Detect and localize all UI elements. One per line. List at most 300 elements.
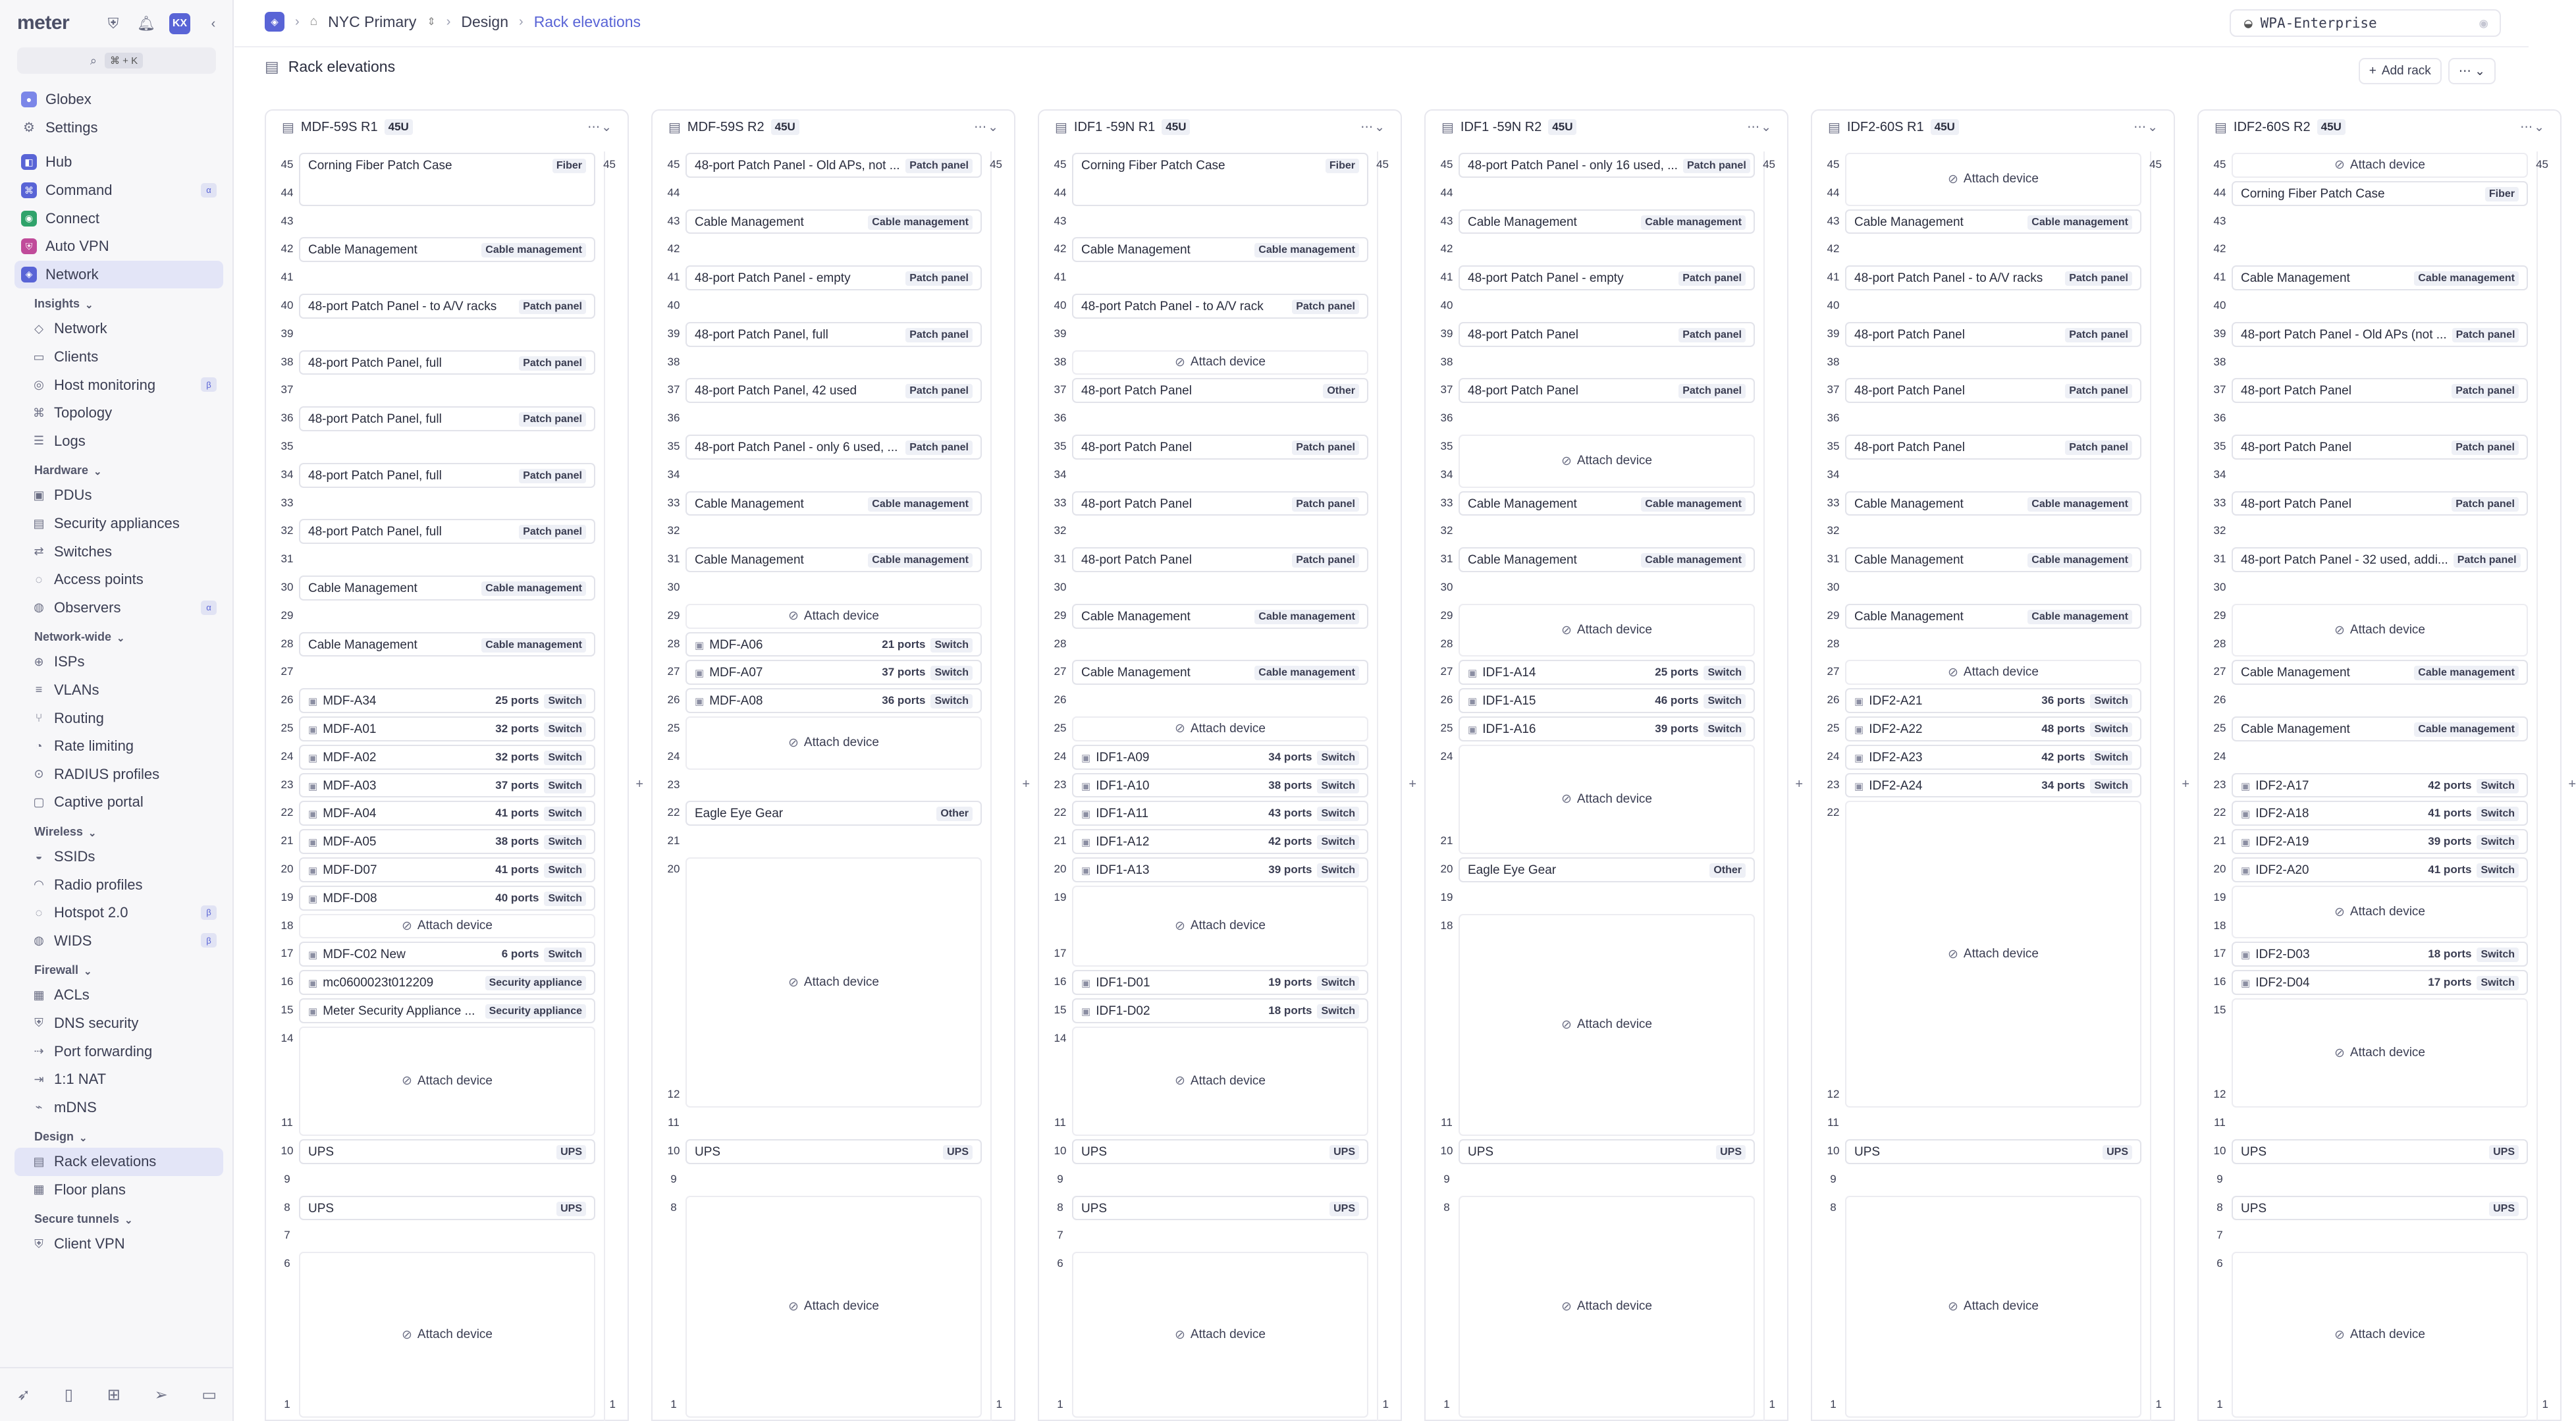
rack-device[interactable]	[2232, 970, 2528, 995]
rack-device[interactable]	[299, 688, 595, 713]
attach-device-slot[interactable]	[685, 604, 982, 629]
rack-mdf-59s-r2	[651, 109, 1030, 1421]
rack-unit-number: 15	[281, 1004, 294, 1016]
device-name: mc0600023t012209	[323, 976, 434, 990]
attach-device-slot[interactable]	[685, 1196, 982, 1418]
nav-settings[interactable]	[14, 114, 223, 142]
breadcrumb-network[interactable]: NYC Primary	[328, 13, 417, 30]
attach-device-slot[interactable]	[1072, 1252, 1368, 1418]
attach-device-slot[interactable]	[1845, 660, 2141, 685]
rack-device[interactable]	[1072, 237, 1368, 262]
rack-unit-number: 18	[2213, 919, 2226, 932]
rack-device[interactable]	[1072, 1196, 1368, 1221]
nav-item-label: Routing	[54, 709, 104, 726]
rack-unit-number: 11	[668, 1116, 680, 1129]
nav-item-hotspot-2-0[interactable]	[14, 899, 223, 927]
device-name: Cable Management	[1081, 243, 1191, 257]
rack-unit-number: 20	[2213, 863, 2226, 875]
rack-device[interactable]	[1072, 547, 1368, 572]
device-ports: 19 ports	[1268, 976, 1312, 989]
paperclip-icon: ⊘	[1175, 919, 1185, 933]
nav-item-access-points[interactable]	[14, 566, 223, 594]
rack-unit-number: 27	[1054, 665, 1067, 678]
rack-device[interactable]	[1459, 378, 1755, 403]
rocket-icon[interactable]: ➶	[16, 1385, 30, 1404]
nav-item-radius-profiles[interactable]	[14, 760, 223, 788]
chevron-down-icon: ⌄	[85, 300, 94, 311]
nav-item-vlans[interactable]	[14, 676, 223, 705]
device-name: Corning Fiber Patch Case	[1081, 159, 1225, 173]
rack-device[interactable]	[1459, 716, 1755, 741]
rack-device[interactable]	[1072, 773, 1368, 798]
device-name: UPS	[1081, 1201, 1108, 1216]
rack-device[interactable]	[1072, 801, 1368, 826]
rack-device[interactable]	[1072, 745, 1368, 770]
add-slot-icon[interactable]: +	[2568, 776, 2576, 791]
rack-unit-number: 19	[2213, 890, 2226, 903]
device-name: 48-port Patch Panel	[1081, 553, 1192, 568]
rack-device[interactable]	[1072, 829, 1368, 854]
network-app-icon[interactable]: ◈	[265, 12, 284, 32]
attach-device-slot[interactable]	[299, 1027, 595, 1136]
rack-menu-icon[interactable]: ⋯⌄	[974, 121, 1000, 134]
attach-device-slot[interactable]	[1072, 1027, 1368, 1136]
device-icon: ▣	[308, 978, 318, 990]
device-name: Cable Management	[1081, 609, 1191, 624]
attach-device-slot[interactable]	[1845, 1196, 2141, 1418]
rack-device[interactable]	[1459, 491, 1755, 516]
shield-icon[interactable]: ⛨	[107, 15, 119, 32]
section-network-wide[interactable]	[14, 622, 223, 648]
rack-device[interactable]	[1845, 322, 2141, 347]
attach-device-slot[interactable]	[1459, 914, 1755, 1136]
breadcrumb-design[interactable]: Design	[461, 13, 509, 30]
attach-device-slot[interactable]	[2232, 998, 2528, 1108]
rack-header[interactable]	[651, 109, 1015, 145]
rack-device[interactable]	[685, 435, 982, 460]
rack-unit-number: 36	[1827, 412, 1840, 425]
rack-device[interactable]	[1072, 435, 1368, 460]
rack-device[interactable]	[1072, 491, 1368, 516]
attach-device-slot[interactable]	[1845, 801, 2141, 1108]
rack-device[interactable]	[1845, 435, 2141, 460]
rack-device[interactable]	[1459, 857, 1755, 882]
nav-item-label: Rate limiting	[54, 737, 134, 755]
org-selector[interactable]	[14, 86, 223, 114]
rack-device[interactable]	[1459, 209, 1755, 234]
rack-unit-number: 30	[2213, 581, 2226, 593]
rack-unit-number: 40	[281, 299, 294, 311]
rack-unit-number: 29	[281, 608, 294, 622]
rack-device[interactable]	[299, 970, 595, 995]
nav-item-floor-plans[interactable]	[14, 1176, 223, 1204]
device-type-tag: Cable management	[868, 497, 973, 512]
attach-device-slot[interactable]	[299, 914, 595, 939]
section-firewall[interactable]	[14, 955, 223, 981]
paperclip-icon: ⊘	[1948, 1299, 1958, 1314]
send-icon[interactable]: ➢	[154, 1385, 168, 1404]
rack-device[interactable]	[1845, 265, 2141, 290]
section-secure-tunnels[interactable]	[14, 1204, 223, 1230]
ssid-selector[interactable]	[2230, 9, 2501, 37]
rack-device[interactable]	[2232, 265, 2528, 290]
rack-device[interactable]	[1072, 604, 1368, 629]
rack-device[interactable]	[2232, 829, 2528, 854]
nav-app-connect[interactable]	[14, 204, 223, 232]
rack-unit-number: 28	[281, 637, 294, 650]
rack-unit-number: 41	[281, 271, 294, 284]
rack-unit-number-right: 45	[603, 158, 616, 171]
rack-device[interactable]	[1072, 998, 1368, 1023]
attach-device-slot[interactable]	[1459, 745, 1755, 854]
rack-device[interactable]	[299, 716, 595, 741]
rack-device[interactable]	[299, 1139, 595, 1164]
apps-grid-icon[interactable]: ⊞	[107, 1385, 121, 1404]
rack-device[interactable]	[299, 463, 595, 488]
rack-unit-number: 16	[281, 975, 294, 988]
device-name: UPS	[1854, 1145, 1881, 1159]
rack-device[interactable]	[299, 829, 595, 854]
nav-item-logs[interactable]	[14, 427, 223, 456]
rack-menu-icon[interactable]: ⋯⌄	[2133, 121, 2159, 134]
rack-device[interactable]	[1845, 209, 2141, 234]
rack-name: MDF-59S R2	[687, 119, 765, 134]
device-name: IDF1-A15	[1482, 694, 1536, 709]
rack-header[interactable]	[1811, 109, 2175, 145]
nav-item-client-vpn[interactable]	[14, 1230, 223, 1258]
nav-item-topology[interactable]	[14, 399, 223, 427]
avatar[interactable]: KX	[169, 13, 190, 34]
device-type-tag: Cable management	[1641, 553, 1746, 568]
rack-unit-number: 35	[1827, 440, 1840, 452]
rack-device[interactable]	[1845, 491, 2141, 516]
device-name: MDF-A06	[709, 637, 763, 652]
rack-device[interactable]	[299, 632, 595, 657]
rack-device[interactable]	[1072, 660, 1368, 685]
rack-device[interactable]	[2232, 942, 2528, 967]
nav-item-acls[interactable]	[14, 981, 223, 1009]
rack-device[interactable]	[299, 350, 595, 375]
nav-item-captive-portal[interactable]	[14, 788, 223, 817]
attach-device-slot[interactable]	[1072, 886, 1368, 967]
rack-device[interactable]	[2232, 547, 2528, 572]
rack-device[interactable]	[299, 773, 595, 798]
device-icon: ▣	[2241, 978, 2251, 990]
rack-unit-number: 23	[281, 778, 294, 791]
rack-device[interactable]	[299, 745, 595, 770]
attach-device-slot[interactable]	[2232, 886, 2528, 939]
rack-device[interactable]	[1072, 153, 1368, 206]
device-type-tag: Switch	[2477, 976, 2519, 990]
attach-device-slot[interactable]	[299, 1252, 595, 1418]
nav-item-1-1-nat[interactable]	[14, 1065, 223, 1094]
add-slot-icon[interactable]: +	[2182, 776, 2189, 791]
rack-device[interactable]	[299, 576, 595, 601]
rack-unit-number: 39	[2213, 327, 2226, 340]
nat-icon: ⇥	[34, 1072, 44, 1086]
device-name: IDF1-D02	[1096, 1004, 1150, 1018]
nav-app-command[interactable]	[14, 176, 223, 205]
rack-device[interactable]	[299, 237, 595, 262]
attach-device-slot[interactable]	[1072, 716, 1368, 741]
rack-device[interactable]	[2232, 660, 2528, 685]
rack-unit-number: 27	[667, 665, 680, 678]
device-name: MDF-A07	[709, 666, 763, 680]
rack-device[interactable]	[1459, 322, 1755, 347]
attach-device-slot[interactable]	[685, 857, 982, 1108]
section-wireless[interactable]	[14, 817, 223, 843]
add-rack-button[interactable]	[2359, 58, 2442, 84]
rack-unit-number: 44	[1827, 186, 1840, 199]
device-name: IDF2-A20	[2255, 863, 2309, 877]
paperclip-icon: ⊘	[1175, 1327, 1185, 1342]
nav-item-routing[interactable]	[14, 704, 223, 732]
rack-menu-icon[interactable]: ⋯⌄	[1747, 121, 1773, 134]
device-icon: ▣	[1468, 696, 1478, 708]
rack-device[interactable]	[2232, 1139, 2528, 1164]
org-name: Globex	[45, 91, 92, 108]
nav-item-observers[interactable]	[14, 594, 223, 622]
device-ports: 41 ports	[2428, 807, 2472, 820]
device-type-tag: Patch panel	[2065, 271, 2132, 286]
device-type-tag: Switch	[2090, 779, 2132, 793]
rack-device[interactable]	[2232, 801, 2528, 826]
nav-item-ssids[interactable]	[14, 843, 223, 871]
rack-device[interactable]	[685, 688, 982, 713]
rack-device[interactable]	[299, 998, 595, 1023]
rack-device[interactable]	[1459, 547, 1755, 572]
rack-device[interactable]	[2232, 181, 2528, 206]
collapse-sidebar-icon[interactable]: ‹	[211, 16, 216, 31]
sidebar	[0, 0, 234, 1421]
rack-menu-icon[interactable]: ⋯⌄	[587, 121, 613, 134]
rack-device[interactable]	[1845, 716, 2141, 741]
device-type-tag: Fiber	[2485, 187, 2519, 201]
add-slot-icon[interactable]: +	[1409, 776, 1416, 791]
ssid-icon: ◒	[35, 849, 43, 863]
attach-device-slot[interactable]	[1459, 1196, 1755, 1418]
rack-header[interactable]	[265, 109, 629, 145]
rack-menu-icon[interactable]: ⋯⌄	[1360, 121, 1386, 134]
rack-device[interactable]	[299, 857, 595, 882]
rack-device[interactable]	[299, 801, 595, 826]
device-name: 48-port Patch Panel - 32 used, addi...	[2241, 553, 2448, 568]
rack-device[interactable]	[1845, 688, 2141, 713]
rack-device[interactable]	[299, 942, 595, 967]
device-type-tag: UPS	[2489, 1145, 2519, 1160]
rack-device[interactable]	[685, 265, 982, 290]
rack-device[interactable]	[1459, 688, 1755, 713]
device-name: Cable Management	[1854, 496, 1964, 511]
attach-device-slot[interactable]	[685, 716, 982, 770]
chevron-right-icon: ›	[446, 14, 451, 29]
rack-unit-number-right: 45	[1763, 158, 1775, 171]
device-name: 48-port Patch Panel	[1468, 327, 1578, 342]
rack-menu-icon[interactable]: ⋯⌄	[2520, 121, 2546, 134]
rack-device[interactable]	[685, 1139, 982, 1164]
rack-unit-number: 24	[1054, 749, 1067, 763]
rack-device[interactable]	[1459, 153, 1755, 178]
device-type-tag: Switch	[544, 694, 586, 709]
rack-rail	[2150, 151, 2151, 1421]
rack-unit-number: 20	[1440, 863, 1453, 875]
rack-device[interactable]	[685, 660, 982, 685]
rack-device[interactable]	[2232, 1196, 2528, 1221]
rack-device[interactable]	[1459, 660, 1755, 685]
nav-item-port-forwarding[interactable]	[14, 1037, 223, 1065]
device-icon: ▣	[1854, 780, 1864, 792]
rack-device[interactable]	[299, 294, 595, 319]
rack-unit-number: 35	[1054, 440, 1067, 452]
more-menu-button[interactable]	[2448, 58, 2496, 84]
rack-unit-number: 42	[667, 242, 680, 255]
rack-header[interactable]	[1038, 109, 1402, 145]
rack-unit-number-right: 45	[990, 158, 1002, 171]
rack-header[interactable]	[2197, 109, 2562, 145]
rack-unit-number: 32	[281, 524, 294, 537]
rack-device[interactable]	[1072, 857, 1368, 882]
inbox-icon[interactable]: ▭	[201, 1385, 217, 1404]
nav-item-pdus[interactable]	[14, 481, 223, 510]
attach-device-slot[interactable]	[2232, 604, 2528, 657]
rack-device[interactable]	[1072, 378, 1368, 403]
attach-device-label: Attach device	[417, 1327, 493, 1342]
search-button[interactable]	[17, 47, 216, 74]
nav-item-radio-profiles[interactable]	[14, 871, 223, 899]
attach-device-label: Attach device	[2349, 1046, 2425, 1060]
nav-item-wids[interactable]	[14, 926, 223, 955]
attach-device-slot[interactable]	[1072, 350, 1368, 375]
nav-item-host-monitoring[interactable]	[14, 371, 223, 399]
rack-device[interactable]	[2232, 773, 2528, 798]
nav-item-switches[interactable]	[14, 537, 223, 566]
rack-device[interactable]	[685, 491, 982, 516]
section-insights[interactable]	[14, 288, 223, 315]
wids-icon: ◍	[34, 934, 44, 948]
rack-device[interactable]	[685, 801, 982, 826]
rack-device[interactable]	[2232, 322, 2528, 347]
rack-device[interactable]	[299, 153, 595, 206]
rack-header[interactable]	[1424, 109, 1788, 145]
rack-unit-number: 33	[2213, 496, 2226, 509]
attach-device-slot[interactable]	[2232, 153, 2528, 178]
rack-device[interactable]	[1845, 745, 2141, 770]
rack-device[interactable]	[2232, 435, 2528, 460]
rack-device[interactable]	[2232, 491, 2528, 516]
device-name: 48-port Patch Panel	[1081, 384, 1192, 398]
device-type-tag: Fiber	[552, 159, 586, 173]
nav-item-label: Hotspot 2.0	[54, 904, 128, 921]
device-type-tag: Patch panel	[2452, 441, 2519, 455]
rack-unit-number: 19	[281, 890, 294, 903]
attach-device-slot[interactable]	[1459, 604, 1755, 657]
attach-device-slot[interactable]	[1459, 435, 1755, 488]
book-icon[interactable]: ▯	[64, 1385, 73, 1404]
nav-item-mdns[interactable]	[14, 1093, 223, 1121]
nav-item-clients[interactable]	[14, 343, 223, 371]
rack-device[interactable]	[685, 547, 982, 572]
nav-item-network[interactable]	[14, 315, 223, 343]
rack-device[interactable]	[2232, 716, 2528, 741]
device-ports: 42 ports	[2428, 778, 2472, 791]
rack-device[interactable]	[1845, 378, 2141, 403]
nav-app-auto-vpn[interactable]	[14, 232, 223, 261]
add-slot-icon[interactable]: +	[1022, 776, 1030, 791]
rack-device[interactable]	[1459, 1139, 1755, 1164]
observer-icon: ◍	[34, 601, 44, 614]
rack-unit-number: 24	[281, 749, 294, 763]
nav-item-dns-security[interactable]	[14, 1009, 223, 1038]
rack-device[interactable]	[1845, 773, 2141, 798]
device-type-tag: Cable management	[2027, 497, 2132, 512]
attach-device-slot[interactable]	[1845, 153, 2141, 206]
chevron-updown-icon[interactable]: ⇕	[427, 16, 436, 28]
rack-device[interactable]	[685, 322, 982, 347]
device-ports: 25 ports	[495, 694, 539, 707]
rack-device[interactable]	[299, 519, 595, 544]
rack-device[interactable]	[685, 153, 982, 178]
device-ports: 42 ports	[1268, 835, 1312, 848]
rack-unit-number: 33	[1054, 496, 1067, 509]
nav-app-network[interactable]	[14, 261, 223, 289]
device-type-tag: Patch panel	[905, 271, 973, 286]
rack-device[interactable]	[2232, 378, 2528, 403]
rack-size-badge: 45U	[1162, 119, 1190, 135]
rack-unit-number: 24	[1827, 749, 1840, 763]
device-icon: ▣	[695, 668, 705, 680]
device-ports: 37 ports	[882, 666, 926, 679]
rack-unit-number: 42	[1440, 242, 1453, 255]
rack-device[interactable]	[1845, 547, 2141, 572]
section-hardware[interactable]	[14, 455, 223, 481]
nav-item-rate-limiting[interactable]	[14, 732, 223, 761]
nav-item-security-appliances[interactable]	[14, 510, 223, 538]
eye-icon[interactable]: ◉	[2479, 15, 2488, 31]
nav-app-hub[interactable]	[14, 148, 223, 176]
add-slot-icon[interactable]: +	[635, 776, 643, 791]
bell-icon[interactable]: 🔔︎	[137, 15, 155, 32]
rack-device[interactable]	[685, 632, 982, 657]
rack-unit-number: 12	[1827, 1088, 1840, 1101]
rack-device[interactable]	[299, 406, 595, 431]
rack-device[interactable]	[685, 378, 982, 403]
paperclip-icon: ⊘	[1561, 1299, 1572, 1314]
rack-name: IDF2-60S R2	[2233, 119, 2311, 134]
rack-unit-number: 29	[1440, 608, 1453, 622]
device-type-tag: UPS	[556, 1145, 586, 1160]
rack-device[interactable]	[1072, 294, 1368, 319]
rack-device[interactable]	[1845, 1139, 2141, 1164]
rack-device[interactable]	[299, 1196, 595, 1221]
attach-device-slot[interactable]	[2232, 1252, 2528, 1418]
section-title: Wireless	[34, 824, 83, 838]
rack-device[interactable]	[2232, 857, 2528, 882]
rack-device[interactable]	[1072, 970, 1368, 995]
rack-rail	[990, 151, 992, 1421]
rack-device[interactable]	[1072, 1139, 1368, 1164]
rack-unit-number: 40	[1054, 299, 1067, 311]
rack-device[interactable]	[685, 209, 982, 234]
add-slot-icon[interactable]: +	[1795, 776, 1803, 791]
device-type-tag: UPS	[2103, 1145, 2132, 1160]
section-design[interactable]	[14, 1121, 223, 1148]
nav-item-rack-elevations[interactable]	[14, 1148, 223, 1176]
nav-item-isps[interactable]	[14, 648, 223, 676]
rack-device[interactable]	[1845, 604, 2141, 629]
rack-device[interactable]	[1459, 265, 1755, 290]
dns-security-icon: ⛨	[34, 1016, 43, 1030]
rack-device[interactable]	[299, 886, 595, 911]
